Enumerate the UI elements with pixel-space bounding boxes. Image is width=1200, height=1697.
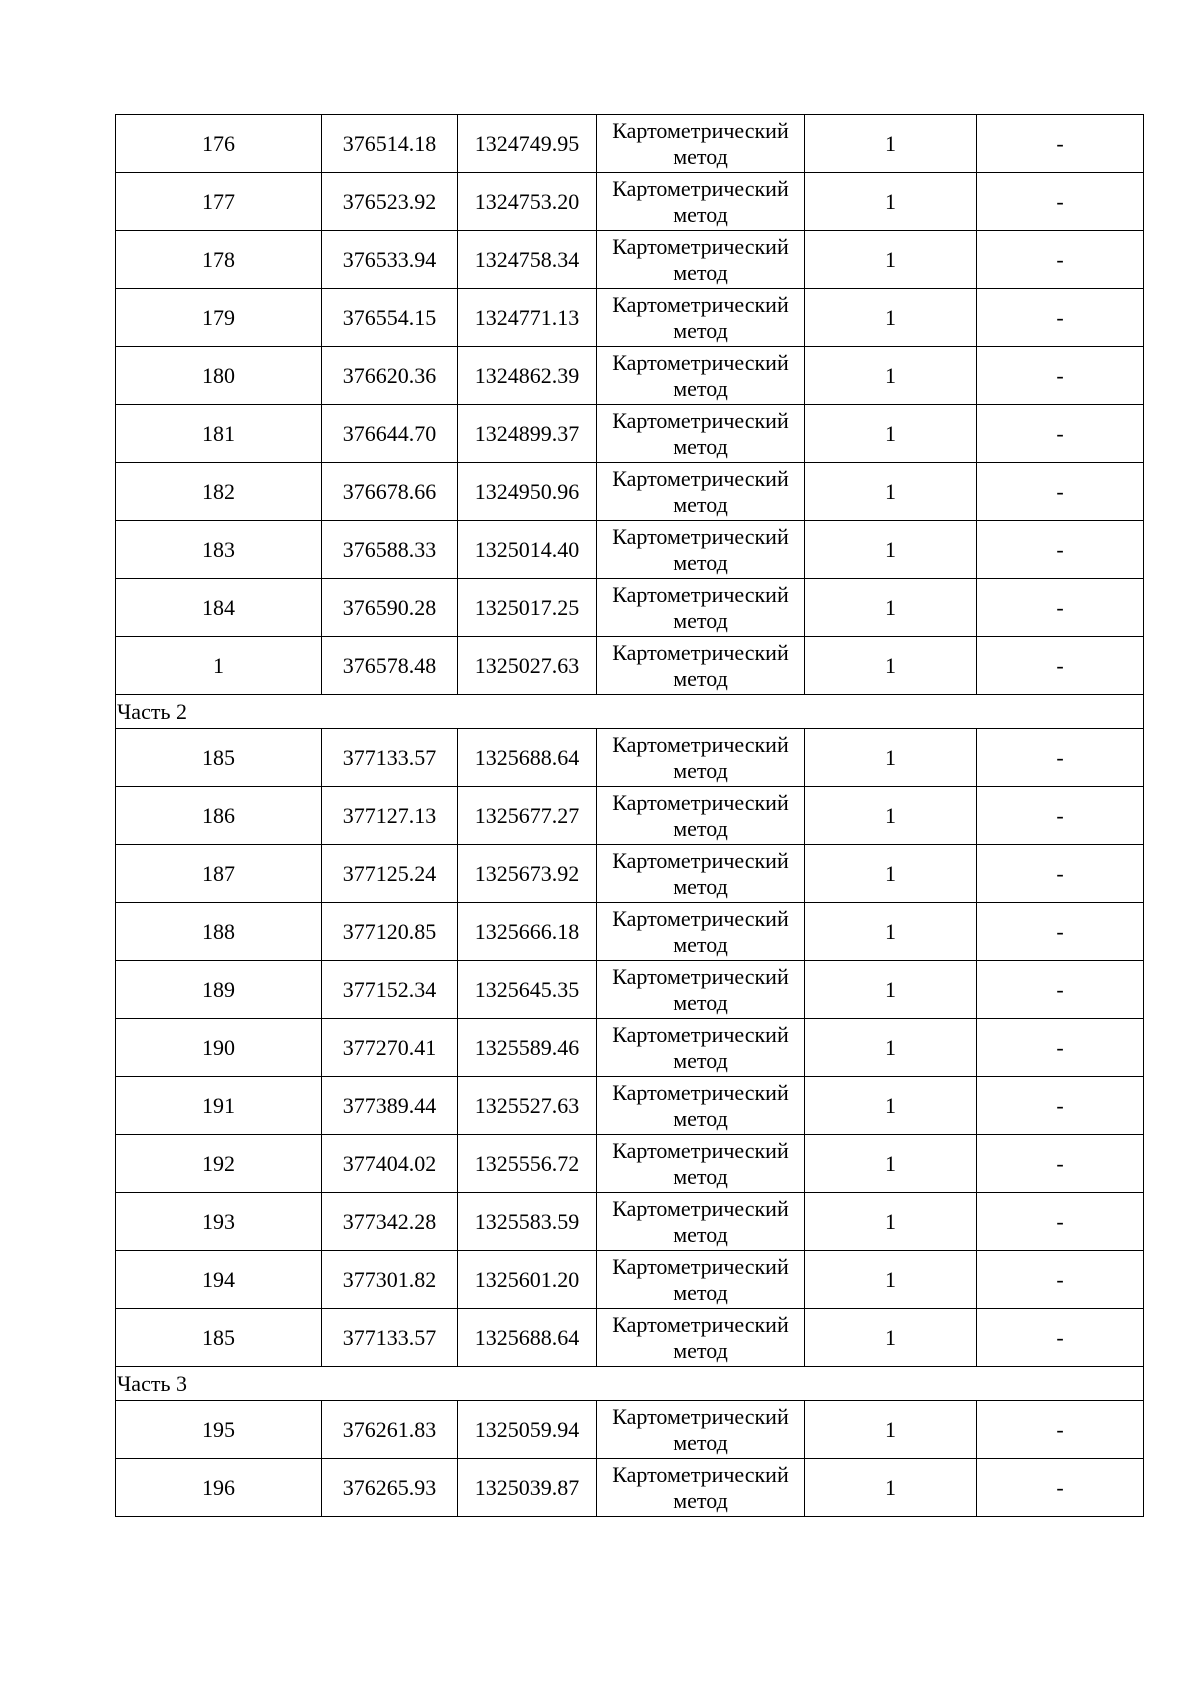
section-label: Часть 3 [116, 1367, 1144, 1401]
method-cell [597, 1193, 805, 1251]
point-number-cell: 183 [116, 521, 322, 579]
table-row [116, 347, 1144, 405]
point-number-cell: 190 [116, 1019, 322, 1077]
method-label-line2: метод [673, 201, 728, 227]
x-coordinate-cell: 376644.70 [322, 405, 458, 463]
x-coordinate-cell: 377133.57 [322, 1309, 458, 1367]
note-cell: - [977, 289, 1144, 347]
point-number-cell: 180 [116, 347, 322, 405]
method-label-line1: Картометрический [612, 465, 789, 491]
method-label-line2: метод [673, 1487, 728, 1513]
method-label-line1: Картометрический [612, 1021, 789, 1047]
y-coordinate-cell: 1325601.20 [458, 1251, 597, 1309]
x-coordinate-cell: 377127.13 [322, 787, 458, 845]
note-cell: - [977, 1135, 1144, 1193]
note-cell: - [977, 347, 1144, 405]
accuracy-cell: 1 [805, 173, 977, 231]
note-cell: - [977, 1401, 1144, 1459]
table-row [116, 637, 1144, 695]
y-coordinate-cell: 1324758.34 [458, 231, 597, 289]
point-number-cell: 176 [116, 115, 322, 173]
y-coordinate-cell: 1325027.63 [458, 637, 597, 695]
table-row [116, 231, 1144, 289]
method-label-line1: Картометрический [612, 847, 789, 873]
accuracy-cell: 1 [805, 231, 977, 289]
table-row [116, 1401, 1144, 1459]
method-label-line2: метод [673, 375, 728, 401]
point-number-cell: 195 [116, 1401, 322, 1459]
x-coordinate-cell: 376265.93 [322, 1459, 458, 1517]
accuracy-cell: 1 [805, 787, 977, 845]
method-label-line1: Картометрический [612, 117, 789, 143]
note-cell: - [977, 787, 1144, 845]
y-coordinate-cell: 1324899.37 [458, 405, 597, 463]
point-number-cell: 187 [116, 845, 322, 903]
accuracy-cell: 1 [805, 845, 977, 903]
accuracy-cell: 1 [805, 521, 977, 579]
method-label-line2: метод [673, 1163, 728, 1189]
method-label-line2: метод [673, 1279, 728, 1305]
method-label-line1: Картометрический [612, 639, 789, 665]
method-cell [597, 1309, 805, 1367]
table-row [116, 521, 1144, 579]
x-coordinate-cell: 377270.41 [322, 1019, 458, 1077]
method-label-line2: метод [673, 665, 728, 691]
y-coordinate-cell: 1325666.18 [458, 903, 597, 961]
y-coordinate-cell: 1325673.92 [458, 845, 597, 903]
method-label-line2: метод [673, 549, 728, 575]
x-coordinate-cell: 377404.02 [322, 1135, 458, 1193]
y-coordinate-cell: 1325688.64 [458, 729, 597, 787]
y-coordinate-cell: 1325677.27 [458, 787, 597, 845]
method-label-line2: метод [673, 1337, 728, 1363]
accuracy-cell: 1 [805, 1077, 977, 1135]
table-row [116, 1459, 1144, 1517]
x-coordinate-cell: 376261.83 [322, 1401, 458, 1459]
method-label-line1: Картометрический [612, 349, 789, 375]
point-number-cell: 182 [116, 463, 322, 521]
x-coordinate-cell: 376523.92 [322, 173, 458, 231]
method-label-line2: метод [673, 815, 728, 841]
x-coordinate-cell: 377120.85 [322, 903, 458, 961]
accuracy-cell: 1 [805, 289, 977, 347]
point-number-cell: 194 [116, 1251, 322, 1309]
table-row [116, 1193, 1144, 1251]
method-label-line2: метод [673, 757, 728, 783]
method-label-line1: Картометрический [612, 1195, 789, 1221]
note-cell: - [977, 579, 1144, 637]
y-coordinate-cell: 1325589.46 [458, 1019, 597, 1077]
method-cell [597, 579, 805, 637]
x-coordinate-cell: 376554.15 [322, 289, 458, 347]
x-coordinate-cell: 377301.82 [322, 1251, 458, 1309]
table-row [116, 787, 1144, 845]
method-label-line1: Картометрический [612, 1403, 789, 1429]
note-cell: - [977, 1019, 1144, 1077]
note-cell: - [977, 1459, 1144, 1517]
point-number-cell: 184 [116, 579, 322, 637]
point-number-cell: 179 [116, 289, 322, 347]
table-row [116, 405, 1144, 463]
y-coordinate-cell: 1325059.94 [458, 1401, 597, 1459]
y-coordinate-cell: 1324753.20 [458, 173, 597, 231]
method-label-line1: Картометрический [612, 1137, 789, 1163]
x-coordinate-cell: 377152.34 [322, 961, 458, 1019]
method-label-line2: метод [673, 1105, 728, 1131]
method-label-line1: Картометрический [612, 233, 789, 259]
method-cell [597, 173, 805, 231]
y-coordinate-cell: 1325017.25 [458, 579, 597, 637]
point-number-cell: 189 [116, 961, 322, 1019]
x-coordinate-cell: 376678.66 [322, 463, 458, 521]
point-number-cell: 193 [116, 1193, 322, 1251]
point-number-cell: 196 [116, 1459, 322, 1517]
x-coordinate-cell: 377389.44 [322, 1077, 458, 1135]
method-label-line1: Картометрический [612, 1311, 789, 1337]
y-coordinate-cell: 1325645.35 [458, 961, 597, 1019]
y-coordinate-cell: 1325527.63 [458, 1077, 597, 1135]
point-number-cell: 185 [116, 729, 322, 787]
note-cell: - [977, 637, 1144, 695]
note-cell: - [977, 463, 1144, 521]
accuracy-cell: 1 [805, 463, 977, 521]
method-label-line2: метод [673, 1221, 728, 1247]
method-cell [597, 463, 805, 521]
y-coordinate-cell: 1325039.87 [458, 1459, 597, 1517]
section-label: Часть 2 [116, 695, 1144, 729]
method-label-line2: метод [673, 989, 728, 1015]
table-row [116, 463, 1144, 521]
method-cell [597, 231, 805, 289]
point-number-cell: 186 [116, 787, 322, 845]
x-coordinate-cell: 377133.57 [322, 729, 458, 787]
method-cell [597, 405, 805, 463]
table-row [116, 1135, 1144, 1193]
accuracy-cell: 1 [805, 961, 977, 1019]
method-label-line1: Картометрический [612, 291, 789, 317]
method-label-line1: Картометрический [612, 1253, 789, 1279]
note-cell: - [977, 115, 1144, 173]
method-cell [597, 289, 805, 347]
accuracy-cell: 1 [805, 1135, 977, 1193]
method-label-line2: метод [673, 607, 728, 633]
method-label-line1: Картометрический [612, 1079, 789, 1105]
method-label-line1: Картометрический [612, 523, 789, 549]
x-coordinate-cell: 376590.28 [322, 579, 458, 637]
method-label-line1: Картометрический [612, 407, 789, 433]
x-coordinate-cell: 376588.33 [322, 521, 458, 579]
method-cell [597, 845, 805, 903]
coordinates-table [115, 114, 1144, 1517]
method-cell [597, 1135, 805, 1193]
method-label-line1: Картометрический [612, 581, 789, 607]
method-label-line1: Картометрический [612, 731, 789, 757]
accuracy-cell: 1 [805, 1019, 977, 1077]
method-label-line2: метод [673, 143, 728, 169]
accuracy-cell: 1 [805, 579, 977, 637]
method-cell [597, 1251, 805, 1309]
x-coordinate-cell: 376578.48 [322, 637, 458, 695]
x-coordinate-cell: 376514.18 [322, 115, 458, 173]
accuracy-cell: 1 [805, 347, 977, 405]
method-cell [597, 961, 805, 1019]
method-cell [597, 637, 805, 695]
table-row [116, 729, 1144, 787]
accuracy-cell: 1 [805, 115, 977, 173]
method-cell [597, 1459, 805, 1517]
accuracy-cell: 1 [805, 1459, 977, 1517]
method-cell [597, 347, 805, 405]
method-cell [597, 1401, 805, 1459]
method-label-line2: метод [673, 1047, 728, 1073]
method-label-line1: Картометрический [612, 905, 789, 931]
note-cell: - [977, 729, 1144, 787]
method-label-line2: метод [673, 1429, 728, 1455]
accuracy-cell: 1 [805, 1251, 977, 1309]
method-cell [597, 787, 805, 845]
method-label-line1: Картометрический [612, 175, 789, 201]
table-row [116, 173, 1144, 231]
table-row [116, 579, 1144, 637]
table-row [116, 1077, 1144, 1135]
table-row [116, 1309, 1144, 1367]
method-cell [597, 903, 805, 961]
method-label-line2: метод [673, 433, 728, 459]
method-label-line1: Картометрический [612, 963, 789, 989]
method-label-line1: Картометрический [612, 789, 789, 815]
method-label-line2: метод [673, 873, 728, 899]
accuracy-cell: 1 [805, 1193, 977, 1251]
note-cell: - [977, 1077, 1144, 1135]
method-label-line2: метод [673, 259, 728, 285]
table-row [116, 961, 1144, 1019]
table-row [116, 289, 1144, 347]
coordinates-table-body [116, 115, 1144, 1517]
method-cell [597, 1019, 805, 1077]
method-label-line2: метод [673, 491, 728, 517]
y-coordinate-cell: 1325556.72 [458, 1135, 597, 1193]
table-row [116, 845, 1144, 903]
table-row [116, 115, 1144, 173]
method-cell [597, 1077, 805, 1135]
y-coordinate-cell: 1325014.40 [458, 521, 597, 579]
point-number-cell: 192 [116, 1135, 322, 1193]
method-label-line1: Картометрический [612, 1461, 789, 1487]
section-header-row [116, 695, 1144, 729]
y-coordinate-cell: 1325688.64 [458, 1309, 597, 1367]
point-number-cell: 181 [116, 405, 322, 463]
point-number-cell: 188 [116, 903, 322, 961]
x-coordinate-cell: 376533.94 [322, 231, 458, 289]
point-number-cell: 178 [116, 231, 322, 289]
y-coordinate-cell: 1324771.13 [458, 289, 597, 347]
point-number-cell: 1 [116, 637, 322, 695]
point-number-cell: 177 [116, 173, 322, 231]
accuracy-cell: 1 [805, 1401, 977, 1459]
accuracy-cell: 1 [805, 729, 977, 787]
table-row [116, 903, 1144, 961]
note-cell: - [977, 1251, 1144, 1309]
table-row [116, 1019, 1144, 1077]
accuracy-cell: 1 [805, 903, 977, 961]
note-cell: - [977, 405, 1144, 463]
x-coordinate-cell: 377125.24 [322, 845, 458, 903]
note-cell: - [977, 1193, 1144, 1251]
x-coordinate-cell: 376620.36 [322, 347, 458, 405]
method-cell [597, 115, 805, 173]
note-cell: - [977, 1309, 1144, 1367]
y-coordinate-cell: 1324749.95 [458, 115, 597, 173]
note-cell: - [977, 903, 1144, 961]
note-cell: - [977, 845, 1144, 903]
y-coordinate-cell: 1324862.39 [458, 347, 597, 405]
table-row [116, 1251, 1144, 1309]
note-cell: - [977, 961, 1144, 1019]
accuracy-cell: 1 [805, 405, 977, 463]
note-cell: - [977, 173, 1144, 231]
accuracy-cell: 1 [805, 1309, 977, 1367]
method-cell [597, 729, 805, 787]
y-coordinate-cell: 1324950.96 [458, 463, 597, 521]
y-coordinate-cell: 1325583.59 [458, 1193, 597, 1251]
x-coordinate-cell: 377342.28 [322, 1193, 458, 1251]
section-header-row [116, 1367, 1144, 1401]
note-cell: - [977, 231, 1144, 289]
point-number-cell: 191 [116, 1077, 322, 1135]
accuracy-cell: 1 [805, 637, 977, 695]
method-label-line2: метод [673, 317, 728, 343]
method-cell [597, 521, 805, 579]
note-cell: - [977, 521, 1144, 579]
method-label-line2: метод [673, 931, 728, 957]
point-number-cell: 185 [116, 1309, 322, 1367]
